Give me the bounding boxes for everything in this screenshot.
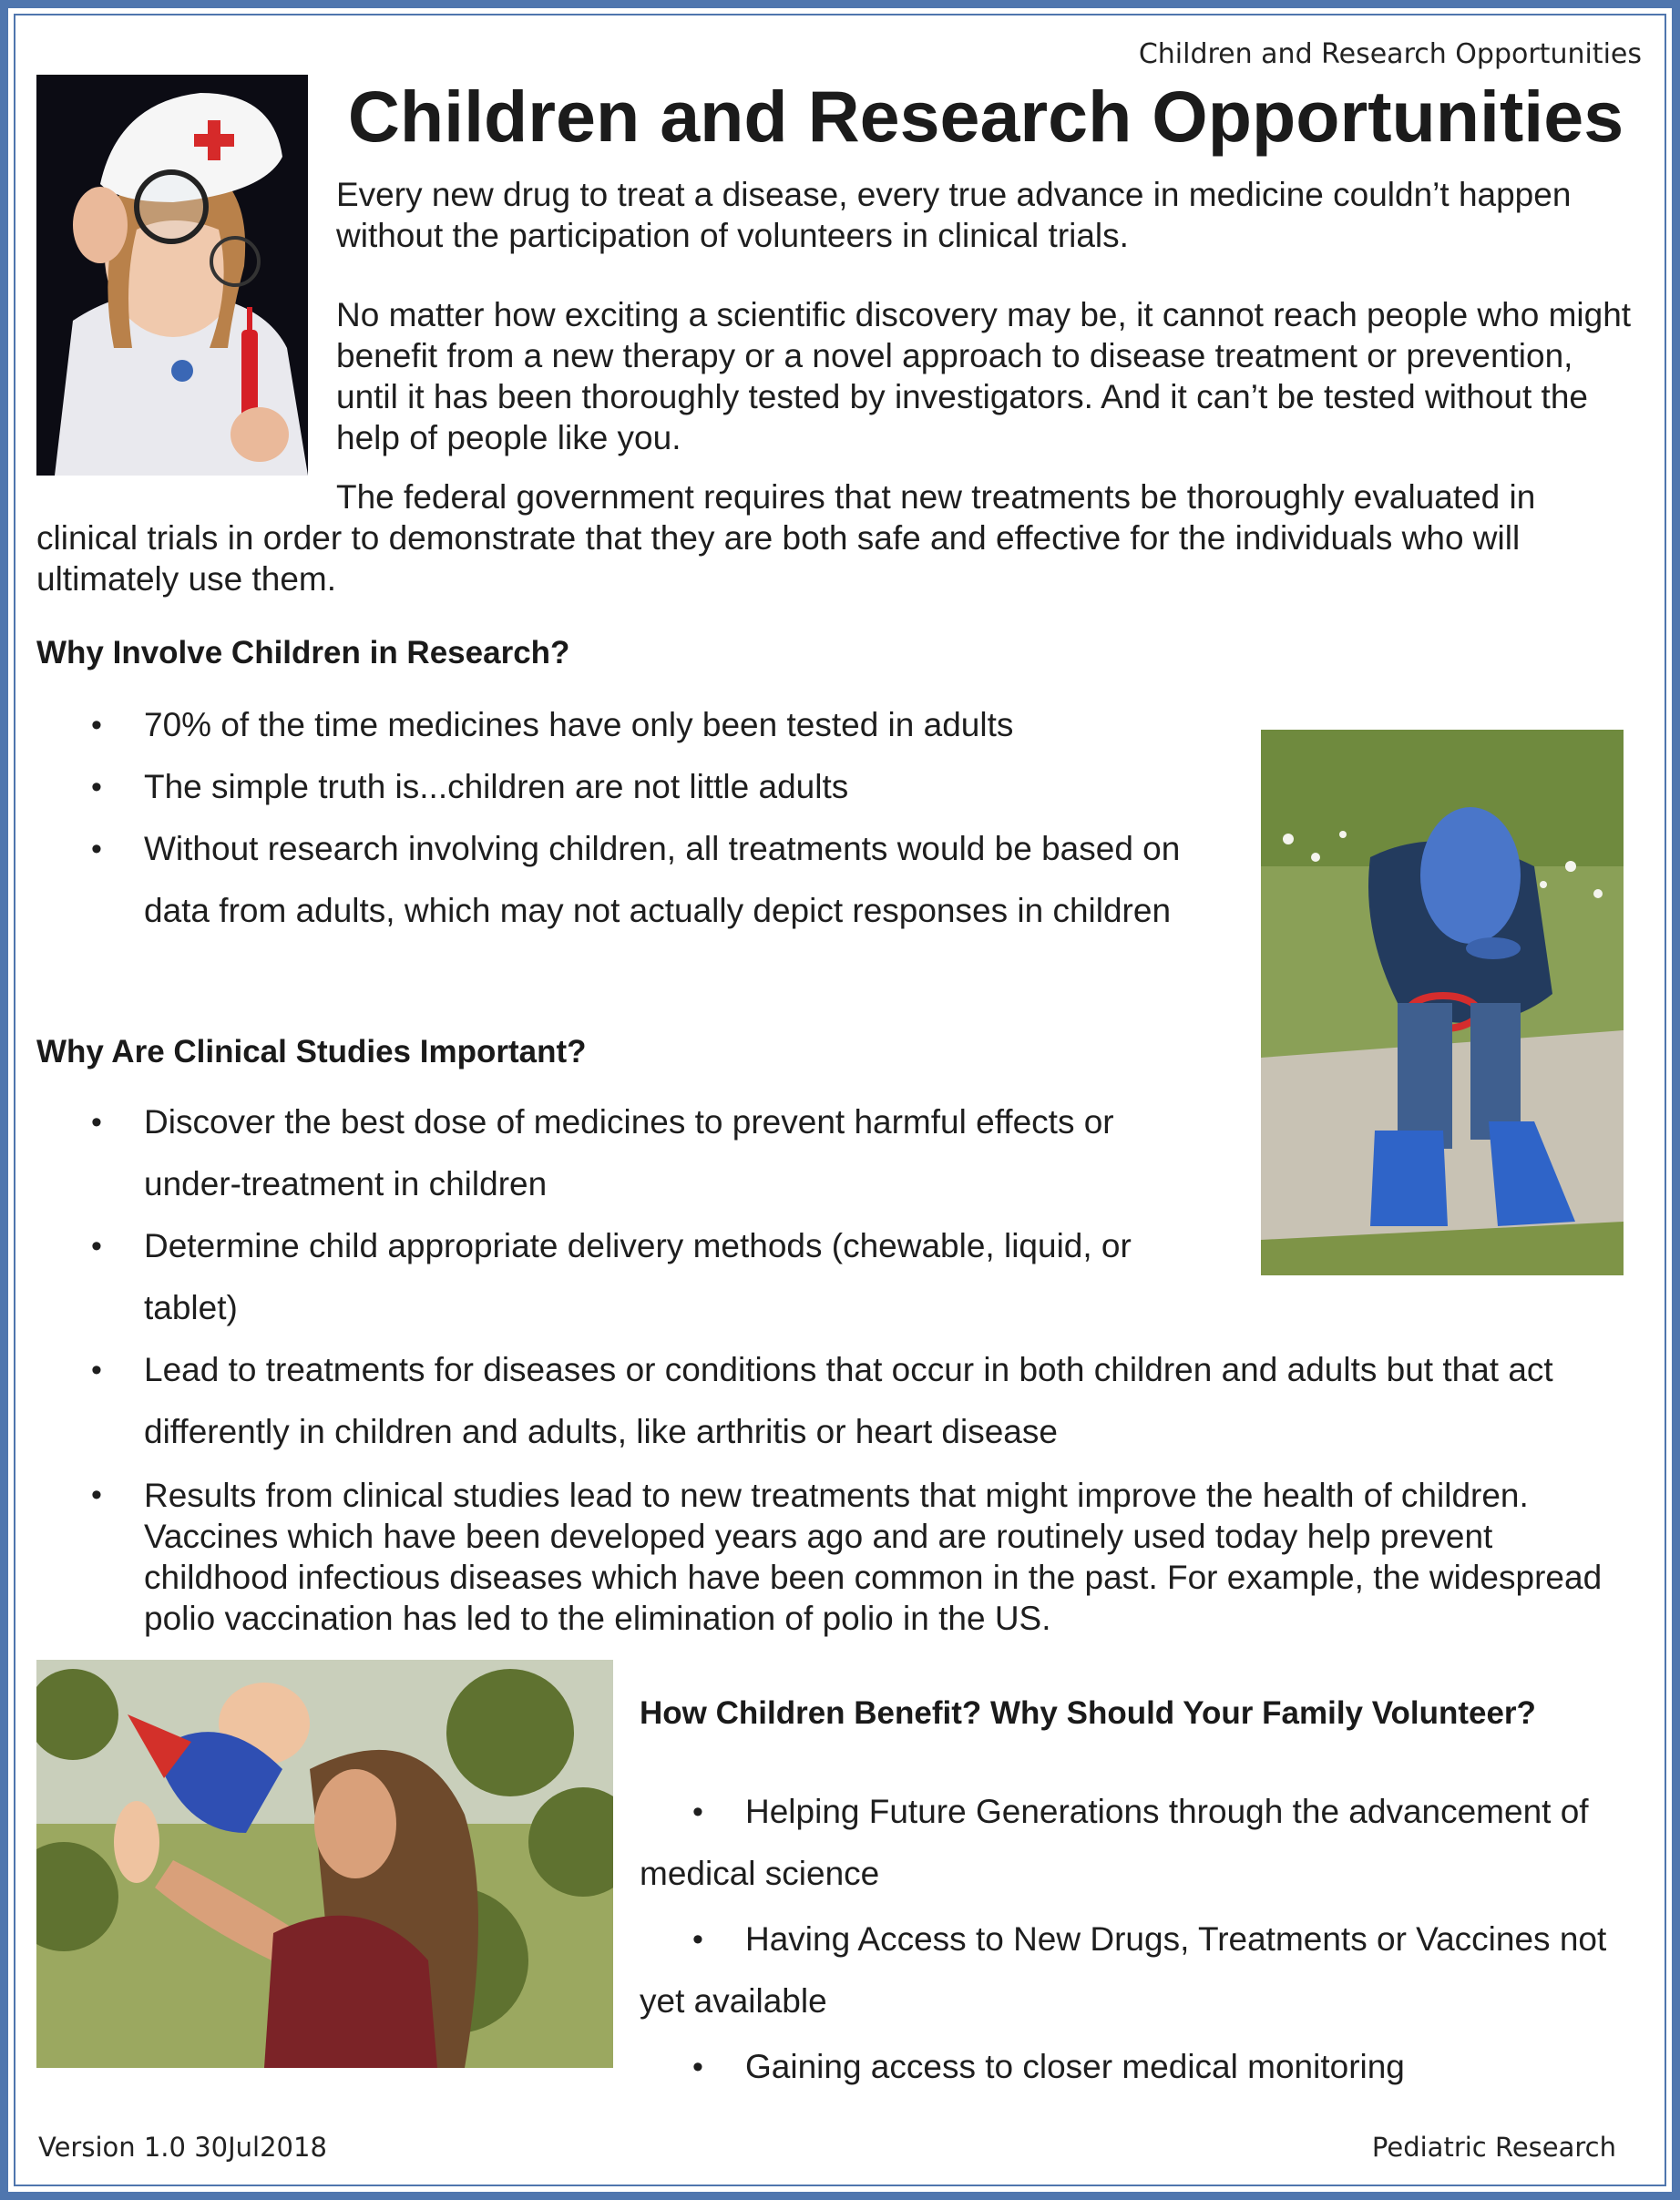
child-nurse-photo (36, 75, 308, 476)
intro-paragraph-3: The federal government requires that new treatments be thoroughly evaluated in clinical trials in order to demonstrate that they are both safe and effective for the individuals who will ultimately use them. (36, 478, 1536, 598)
bullet-icon: • (91, 1478, 102, 1512)
heading-how-children-benefit: How Children Benefit? Why Should Your Family Volunteer? (640, 1695, 1536, 1731)
list-item: • The simple truth is...children are not little adults (144, 756, 1237, 818)
running-header: Children and Research Opportunities (1138, 38, 1642, 70)
list-item: • 70% of the time medicines have only been tested in adults (144, 694, 1237, 756)
list-item: • Results from clinical studies lead to new treatments that might improve the health of children. Vaccines which have been developed years ago and are routinely used today help prevent childhood infectious diseases which have been common in the past. For example, the widespread polio vaccination has led to the elimination of polio in the US. (91, 1477, 1603, 1637)
bullet-icon: • (91, 1229, 102, 1264)
mother-lifting-baby-photo (36, 1660, 613, 2068)
heading-why-involve-children: Why Involve Children in Research? (36, 635, 570, 670)
bullet-icon: • (91, 1353, 102, 1387)
bullet-icon: • (91, 1105, 102, 1140)
list-item: • Helping Future Generations through the advancement of medical science (640, 1781, 1651, 1905)
bullet-icon: • (91, 770, 102, 804)
list-item: • Having Access to New Drugs, Treatments or Vaccines not yet available (640, 1908, 1651, 2032)
list-item: • Determine child appropriate delivery methods (chewable, liquid, or tablet) (144, 1215, 1638, 1339)
bullet-list-benefit (640, 1781, 1651, 2102)
bullet-icon: • (692, 2050, 703, 2084)
footer-department: Pediatric Research (1371, 2132, 1616, 2163)
page-title: Children and Research Opportunities (347, 76, 1624, 157)
bullet-icon: • (91, 708, 102, 742)
footer-version: Version 1.0 30Jul2018 (38, 2132, 327, 2163)
bullet-icon: • (91, 832, 102, 866)
bullet-icon: • (692, 1922, 703, 1957)
list-item: • Lead to treatments for diseases or conditions that occur in both children and adults but that act differently in children and adults, like arthritis or heart disease (144, 1339, 1638, 1463)
bullet-list-involve (91, 694, 1237, 942)
bullet-list-important (91, 1091, 1638, 1639)
list-item: • Without research involving children, all treatments would be based on data from adults, which may not actually depict responses in children (144, 818, 1237, 942)
list-item: • Gaining access to closer medical monitoring (640, 2036, 1651, 2098)
bullet-icon: • (692, 1795, 703, 1829)
intro-paragraph-1: Every new drug to treat a disease, every true advance in medicine couldn’t happen without the participation of volunteers in clinical trials. (336, 176, 1572, 254)
list-item: • Discover the best dose of medicines to prevent harmful effects or under-treatment in children (144, 1091, 1638, 1215)
intro-paragraph-2: No matter how exciting a scientific discovery may be, it cannot reach people who might benefit from a new therapy or a novel approach to disease treatment or prevention, until it has been thoroughly tested by investigators. And it can’t be tested without the help of people like you. (336, 296, 1632, 456)
heading-why-clinical-studies: Why Are Clinical Studies Important? (36, 1034, 587, 1069)
